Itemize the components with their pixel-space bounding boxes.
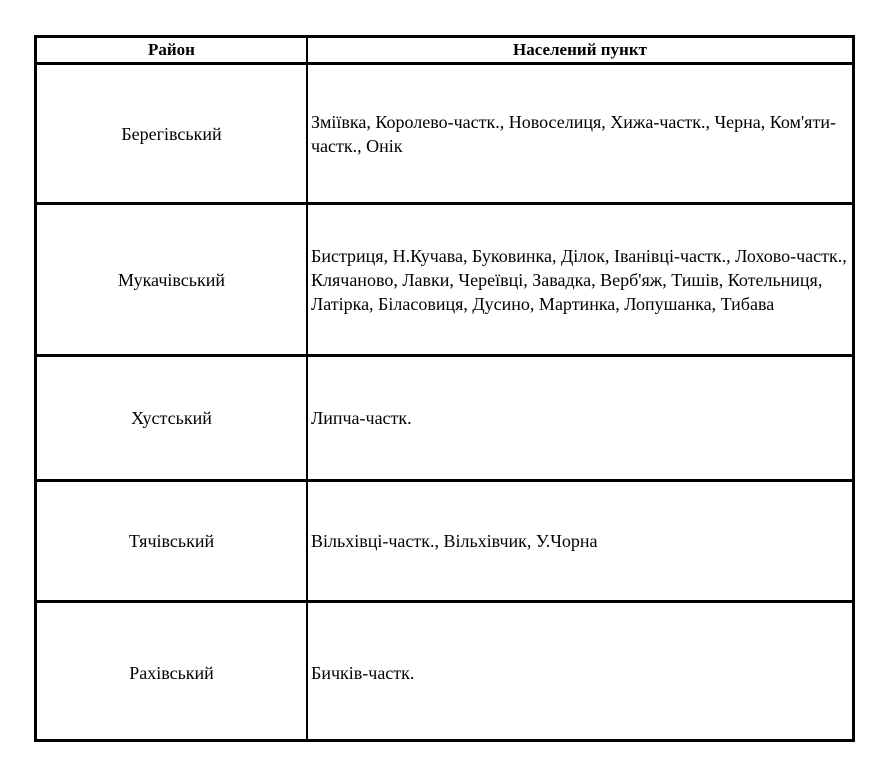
table-row <box>37 204 852 356</box>
district-cell: Тячівський <box>37 481 307 602</box>
table-grid <box>37 38 852 742</box>
table-row <box>37 64 852 204</box>
district-cell: Хустський <box>37 356 307 481</box>
district-cell: Берегівський <box>37 64 307 204</box>
table-header-row <box>37 38 852 64</box>
district-cell: Мукачівський <box>37 204 307 356</box>
column-header-settlement: Населений пункт <box>307 38 852 64</box>
settlements-cell: Бистриця, Н.Кучава, Буковинка, Ділок, Іванівці-частк., Лохово-частк., Клячаново, Лавки, Череївці, Завадка, Верб'яж, Тишів, Котельниця, Латірка, Біласовиця, Дусино, Мартинка, Лопушанка, Тибава <box>307 204 852 356</box>
column-header-district: Район <box>37 38 307 64</box>
district-cell: Рахівський <box>37 602 307 743</box>
settlements-cell: Вільхівці-частк., Вільхівчик, У.Чорна <box>307 481 852 602</box>
settlements-cell: Липча-частк. <box>307 356 852 481</box>
settlements-cell: Зміївка, Королево-частк., Новоселиця, Хижа-частк., Черна, Ком'яти-частк., Онік <box>307 64 852 204</box>
table-row <box>37 356 852 481</box>
table-row <box>37 481 852 602</box>
settlements-table <box>34 35 855 742</box>
table-row <box>37 602 852 743</box>
settlements-cell: Бичків-частк. <box>311 662 415 683</box>
